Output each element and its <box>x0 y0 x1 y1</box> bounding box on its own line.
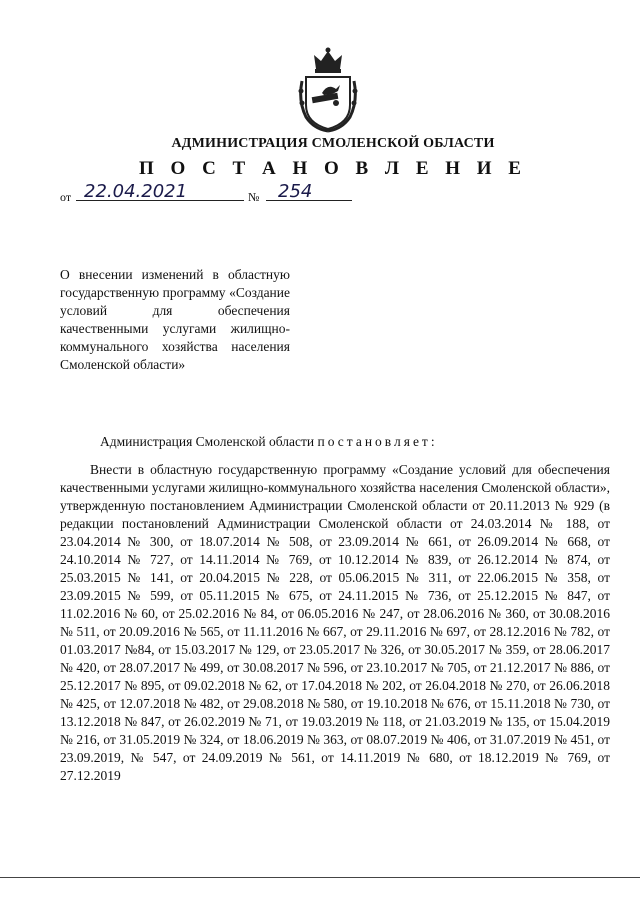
preamble-text: Администрация Смоленской области <box>100 434 315 449</box>
coat-of-arms-emblem <box>296 45 360 133</box>
organization-name: АДМИНИСТРАЦИЯ СМОЛЕНСКОЙ ОБЛАСТИ <box>171 136 495 151</box>
document-subject: О внесении изменений в областную государственную программу «Создание условий для обеспечения качественными услугами жилищно-коммунального хозяйства населения Смоленской области» <box>60 267 290 372</box>
document-type-title: П О С Т А Н О В Л Е Н И Е <box>139 158 527 179</box>
date-number-line <box>60 183 320 207</box>
date-from-label: от <box>60 190 72 204</box>
document-date: 22.04.2021 <box>76 181 244 201</box>
bottom-divider <box>0 877 640 878</box>
number-label: № <box>248 190 260 204</box>
document-number: 254 <box>266 181 352 201</box>
preamble-keyword: постановляет: <box>317 434 438 449</box>
body-paragraph: Внести в областную государственную программу «Создание условий для обеспечения качественными услугами жилищно-коммунального хозяйства населения Смоленской области», утвержденную постановлением Администрации Смоленской области от 20.11.2013 № 929 (в редакции постановлений Администрации Смоленской области от 24.03.2014 № 188, от 23.04.2014 № 300, от 18.07.2014 № 508, от 23.09.2014 № 661, от 26.09.2014 № 668, от 24.10.2014 № 727, от 14.11.2014 № 769, от 10.12.2014 № 839, от 26.12.2014 № 874, от 25.03.2015 № 141, от 20.04.2015 № 228, от 05.06.2015 № 311, от 22.06.2015 № 358, от 23.09.2015 № 599, от 05.11.2015 № 675, от 24.11.2015 № 736, от 25.12.2015 № 847, от 11.02.2016 № 60, от 25.02.2016 № 84, от 06.05.2016 № 247, от 28.06.2016 № 360, от 30.08.2016 № 511, от 20.09.2016 № 565, от 11.11.2016 № 667, от 29.11.2016 № 697, от 28.12.2016 № 782, от 01.03.2017 №84, от 15.03.2017 № 129, от 23.05.2017 № 326, от 30.05.2017 № 359, от 28.06.2017 № 420, от 28.07.2017 № 499, от 30.08.2017 № 596, от 23.10.2017 № 705, от 21.12.2017 № 886, от 25.12.2017 № 895, от 09.02.2018 № 62, от 17.04.2018 № 202, от 26.04.2018 № 270, от 26.06.2018 № 425, от 12.07.2018 № 482, от 29.08.2018 № 580, от 19.10.2018 № 676, от 15.11.2018 № 730, от 13.12.2018 № 847, от 26.02.2019 № 71, от 19.03.2019 № 118, от 21.03.2019 № 135, от 15.04.2019 № 216, от 31.05.2019 № 324, от 18.06.2019 № 363, от 08.07.2019 № 406, от 31.07.2019 № 451, от 23.09.2019, № 547, от 24.09.2019 № 561, от 14.11.2019 № 680, от 18.12.2019 № 769, от 27.12.2019 <box>60 462 610 783</box>
preamble-line <box>100 434 438 450</box>
